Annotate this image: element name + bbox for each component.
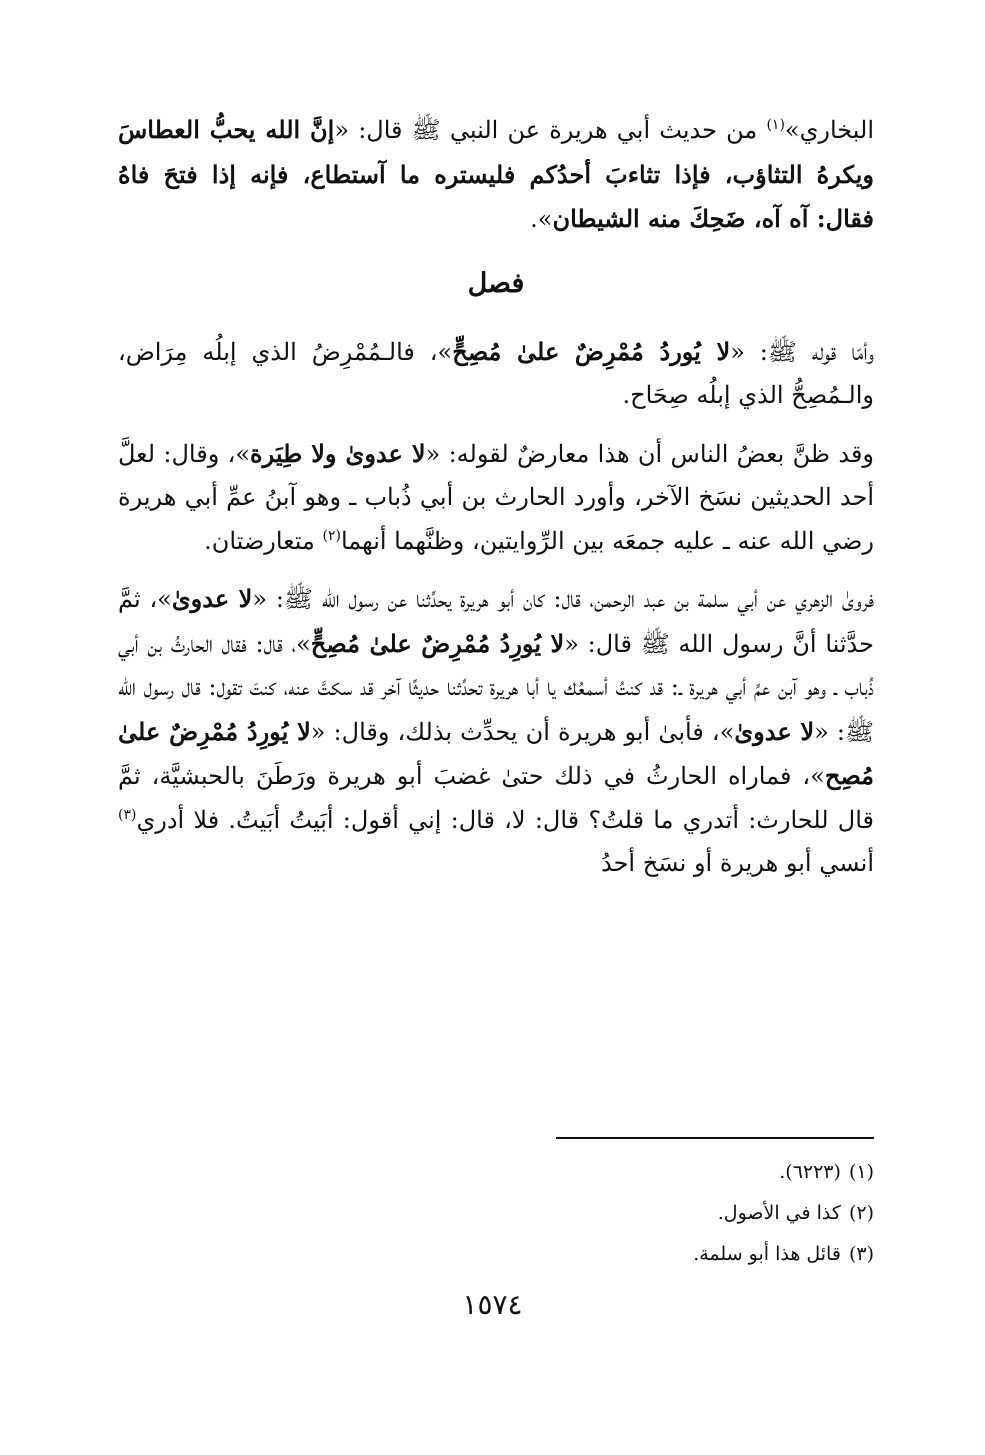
page-number: ١٥٧٤: [462, 1288, 523, 1321]
hadith-quote: لا عدوىٰ: [171, 584, 253, 613]
footnote-ref-3[interactable]: (٣): [118, 806, 137, 823]
paragraph-2: [118, 432, 874, 564]
hadith-quote: لا عدوىٰ ولا طِيَرة: [250, 438, 426, 468]
footnote-ref-1[interactable]: (١): [766, 117, 785, 133]
hadith-quote: لا يُورِدُ مُمْرِضٌ علىٰ مُصِح: [118, 716, 875, 790]
footnote-divider: [556, 1137, 874, 1139]
para2-text-c: متعارضتان.: [204, 526, 323, 555]
footnote-item: [118, 1152, 874, 1193]
para1-text-b: »، فالـمُمْرِضُ الذي إبلُه مِرَاض، والـمُصِحُّ الذي إبلُه صِحَاح.: [118, 337, 874, 409]
footnotes: [118, 1152, 874, 1275]
footnote-item: [118, 1234, 874, 1275]
footnote-item: [118, 1193, 874, 1234]
para1-text-a: وأمّا قوله ﷺ: «: [730, 337, 874, 366]
footnote-ref-2[interactable]: (٢): [322, 527, 341, 544]
para2-text-b: »، وقال: لعلَّ أحد الحديثين نسَخ الآخر، وأورد الحارث بن أبي ذُباب ـ وهو آبنُ عمِّ أبي هريرة رضي الله عنه ـ عليه جمعَه بين الرِّوايتين، وظنَّهما أنهما: [118, 439, 874, 555]
hadith-quote: لا يُوردُ مُمْرِضٌ علىٰ مُصِحٍّ: [452, 336, 731, 366]
intro-text-a: البخاري»: [784, 116, 874, 144]
footnote-text: (٦٢٢٣).: [779, 1161, 841, 1183]
para3-text-b: »، ثمَّ حدَّثنا أنَّ رسول الله ﷺ قال: «: [118, 585, 874, 658]
para3-text-f: أنسي أبو هريرة أو نسَخ أحدُ: [601, 849, 874, 877]
para2-text-a: وقد ظنَّ بعضُ الناس أن هذا معارضٌ لقوله: «: [425, 439, 874, 468]
paragraph-3: [118, 577, 874, 886]
footnote-number: (١): [848, 1161, 874, 1183]
footnote-number: (٣): [848, 1243, 874, 1265]
hadith-quote: إنَّ الله يحبُّ العطاسَ ويكرهُ التثاؤب، فإذا تثاءبَ أحدُكم فليستره ما آستطاع، فإنه إذا فتحَ فاهُ فقال: آه آه، ضَحِكَ منه الشيطان: [118, 115, 875, 233]
hadith-quote: لا يُورِدُ مُمْرِضٌ علىٰ مُصِحٍّ: [310, 628, 565, 658]
footnote-number: (٢): [848, 1202, 874, 1224]
para3-text-c: »، قال: فقال الحارثُ بن أبي ذُباب ـ وهو آبن عمِّ أبي هريرة ـ: قد كنتُ أسمعُك يا أبا هريرة تحدِّثنا حديثًا آخر قد سكتَّ عنه، كنتَ تقول: قال رسول الله ﷺ: «: [118, 629, 875, 746]
intro-text-b: من حديث أبي هريرة عن النبي ﷺ قال: «: [334, 116, 767, 144]
intro-paragraph: [118, 108, 874, 242]
paragraph-1: [118, 330, 874, 418]
para3-text-a: فروىٰ الزهري عن أبي سلمة بن عبد الرحمن، قال: كان أبو هريرة يحدِّثنا عن رسول الله ﷺ: «: [252, 585, 874, 613]
footnote-text: كذا في الأصول.: [717, 1202, 841, 1224]
footnote-text: قائل هذا أبو سلمة.: [693, 1243, 841, 1265]
section-heading: فصل: [467, 267, 525, 299]
page-body: [118, 108, 874, 900]
para3-text-e: »، فماراه الحارثُ في ذلك حتىٰ غضبَ أبو هريرة ورَطَنَ بالحبشيَّة، ثمَّ قال للحارث: أتدري ما قلتُ؟ قال: لا، قال: إني أقول: أبَيتُ أبَيتُ. فلا أدري: [118, 762, 874, 834]
hadith-quote: لا عدوىٰ: [734, 716, 815, 746]
intro-text-end: ».: [530, 205, 553, 233]
para3-text-d: »، فأبىٰ أبو هريرة أن يحدِّث بذلك، وقال: «: [310, 717, 735, 746]
